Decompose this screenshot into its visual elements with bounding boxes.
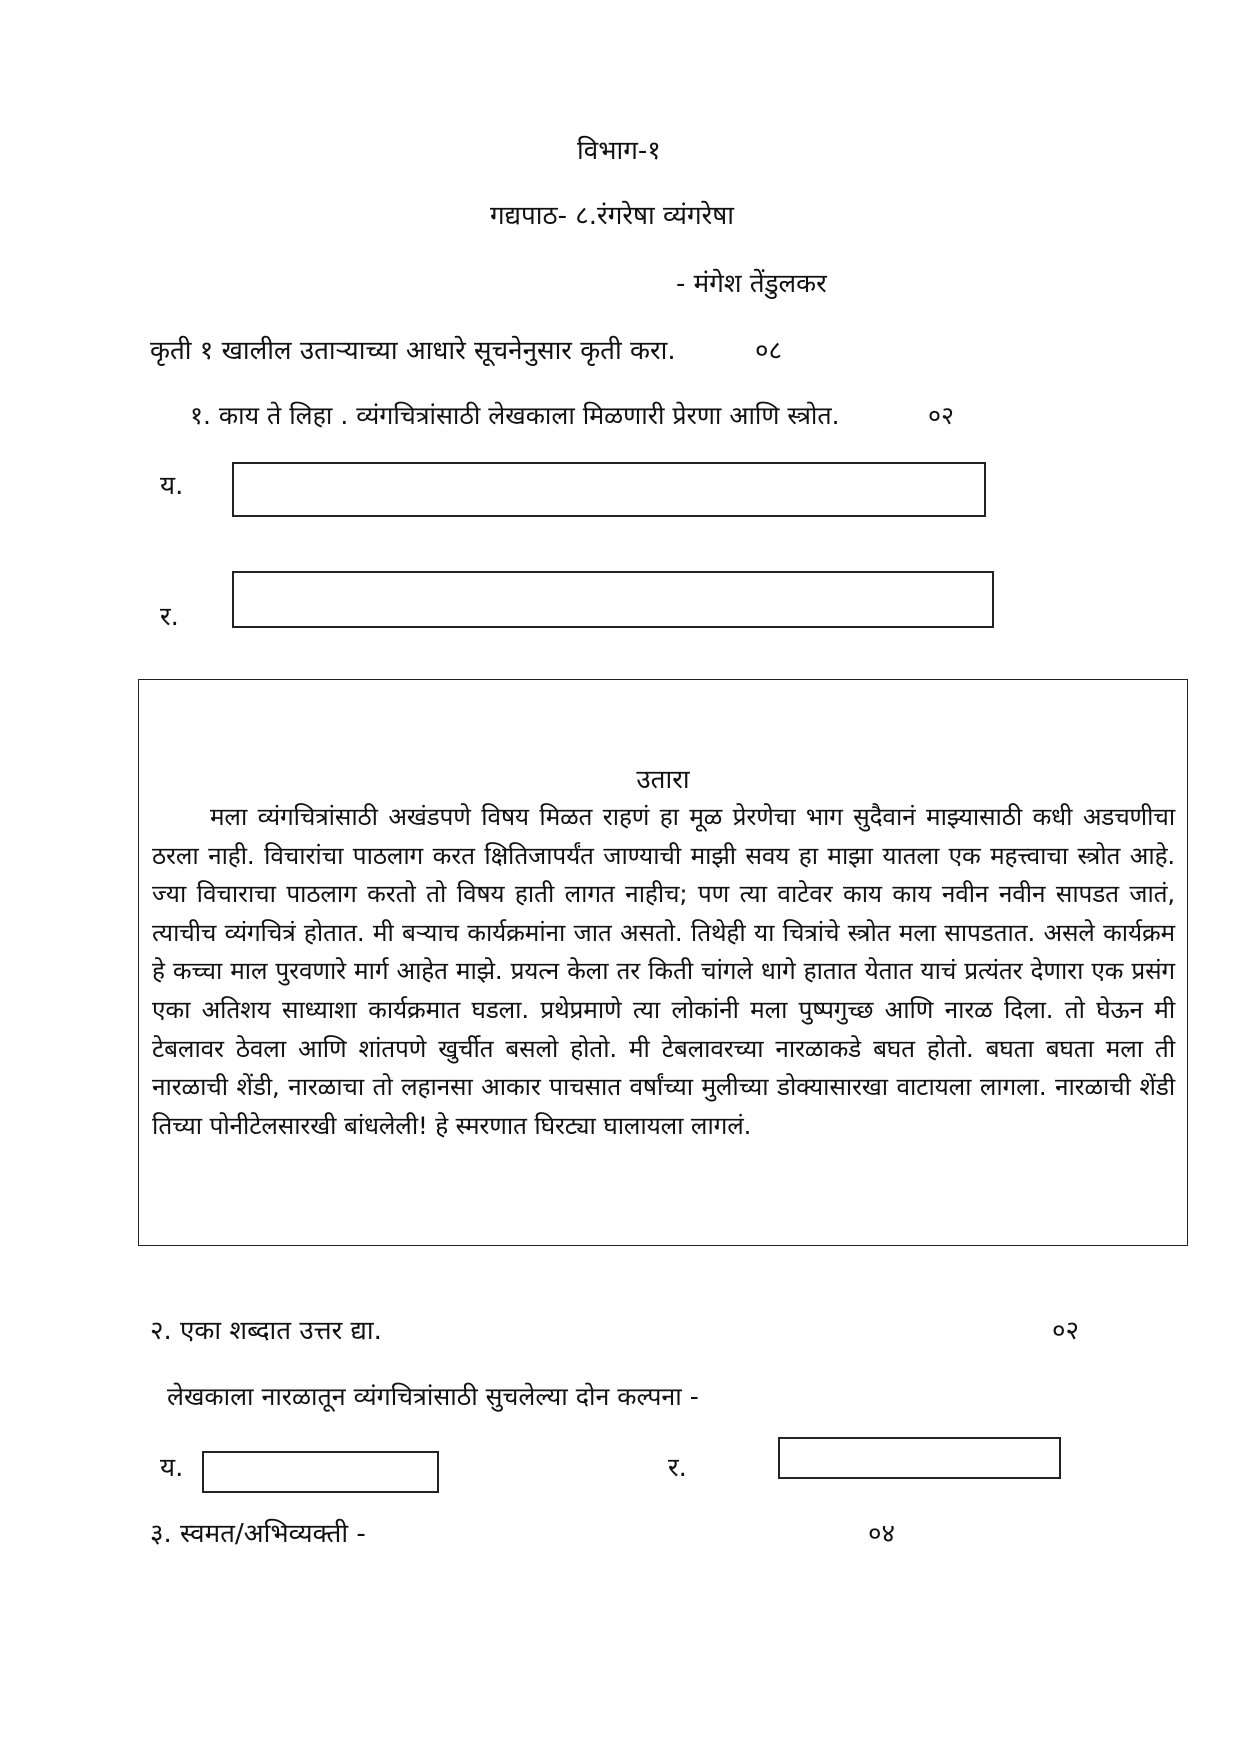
question-2-marks: ०२ bbox=[1052, 1316, 1080, 1346]
task-instruction: कृती १ खालील उताऱ्याच्या आधारे सूचनेनुसार कृती करा. bbox=[150, 336, 676, 366]
passage-box bbox=[138, 679, 1188, 1246]
section-heading: विभाग-१ bbox=[577, 136, 661, 166]
question-3-text: ३. स्वमत/अभिव्यक्ती - bbox=[150, 1519, 366, 1549]
answer-label-a: य. bbox=[160, 471, 184, 501]
question-3-marks: ०४ bbox=[868, 1519, 896, 1549]
question-2-prompt: लेखकाला नारळातून व्यंगचित्रांसाठी सुचलेल्या दोन कल्पना - bbox=[167, 1382, 699, 1411]
lesson-title: गद्यपाठ- ८.रंगरेषा व्यंगरेषा bbox=[490, 201, 734, 231]
question-1-text: १. काय ते लिहा . व्यंगचित्रांसाठी लेखकाला मिळणारी प्रेरणा आणि स्त्रोत. bbox=[190, 401, 840, 430]
answer-box-a[interactable] bbox=[232, 462, 986, 517]
question-1-marks: ०२ bbox=[928, 401, 955, 430]
answer-box-b[interactable] bbox=[232, 571, 994, 628]
answer-label-d: र. bbox=[668, 1453, 687, 1483]
question-2-text: २. एका शब्दात उत्तर द्या. bbox=[150, 1316, 382, 1346]
passage-text: मला व्यंगचित्रांसाठी अखंडपणे विषय मिळत राहणं हा मूळ प्रेरणेचा भाग सुदैवानं माझ्यासाठी कधी अडचणीचा ठरला नाही. विचारांचा पाठलाग करत क्षितिजापर्यंत जाण्याची माझी सवय हा माझा यातला एक महत्त्वाचा स्त्रोत आहे. ज्या विचाराचा पाठलाग करतो तो विषय हाती लागत नाहीच; पण त्या वाटेवर काय काय नवीन नवीन सापडत जातं, त्याचीच व्यंगचित्रं होतात. मी बऱ्याच कार्यक्रमांना जात असतो. तिथेही या चित्रांचे स्त्रोत मला सापडतात. असले कार्यक्रम हे कच्चा माल पुरवणारे मार्ग आहेत माझे. प्रयत्न केला तर किती चांगले धागे हातात येतात याचं प्रत्यंतर देणारा एक प्रसंग एका अतिशय साध्याशा कार्यक्रमात घडला. प्रथेप्रमाणे त्या लोकांनी मला पुष्पगुच्छ आणि नारळ दिला. तो घेऊन मी टेबलावर ठेवला आणि शांतपणे खुर्चीत बसलो होतो. मी टेबलावरच्या नारळाकडे बघत होतो. बघता बघता मला ती नारळाची शेंडी, नारळाचा तो लहानसा आकार पाचसात वर्षांच्या मुलीच्या डोक्यासारखा वाटायला लागला. नारळाची शेंडी तिच्या पोनीटेलसारखी बांधलेली! हे स्मरणात घिरट्या घालायला लागलं. bbox=[152, 802, 1175, 1140]
answer-box-c[interactable] bbox=[202, 1451, 439, 1493]
passage-title: उतारा bbox=[636, 765, 690, 795]
answer-label-b: र. bbox=[160, 602, 179, 632]
answer-label-c: य. bbox=[160, 1453, 184, 1483]
author-name: - मंगेश तेंडुलकर bbox=[676, 269, 827, 299]
task-marks: ०८ bbox=[755, 336, 783, 366]
answer-box-d[interactable] bbox=[778, 1437, 1061, 1479]
